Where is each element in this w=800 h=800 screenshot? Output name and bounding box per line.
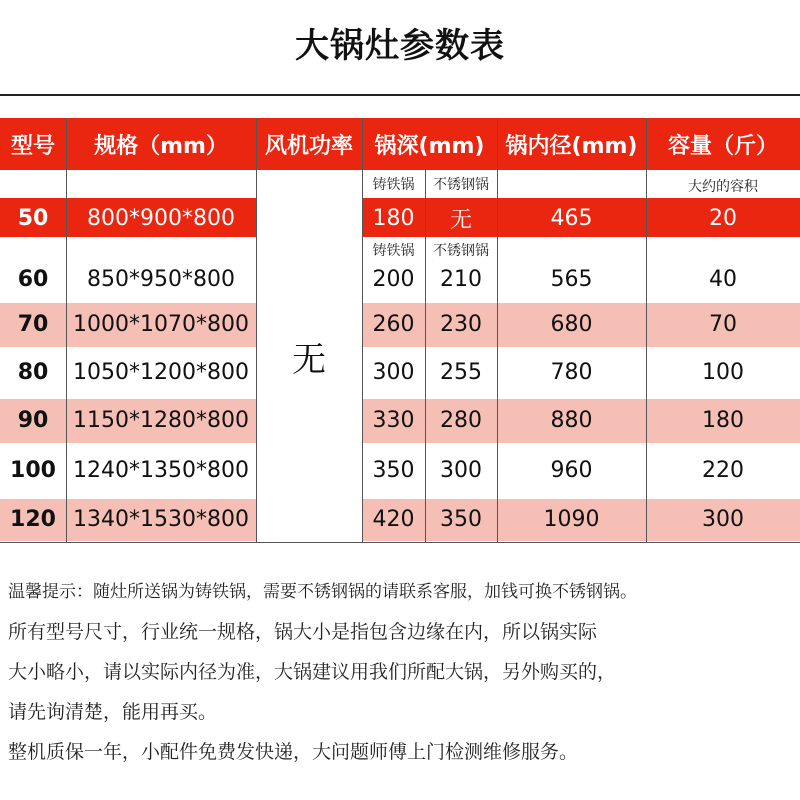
depth-cast-iron-cell: 180	[372, 205, 415, 231]
subheader-capacity: 大约的容积	[688, 179, 758, 195]
column-divider	[425, 170, 426, 542]
spec-cell: 850*950*800	[87, 266, 235, 292]
spec-cell: 800*900*800	[87, 205, 235, 231]
column-divider	[497, 118, 498, 542]
header-cell: 风机功率	[264, 133, 353, 159]
capacity-cell: 70	[709, 311, 737, 337]
model-cell: 100	[10, 457, 56, 483]
inner-diameter-cell: 960	[550, 457, 593, 483]
depth-stainless-cell: 280	[440, 407, 482, 433]
note-line: 请先询清楚，能用再买。	[8, 701, 218, 723]
model-cell: 50	[17, 205, 49, 231]
model-cell: 80	[17, 359, 49, 385]
note-line: 所有型号尺寸，行业统一规格，锅大小是指包含边缘在内，所以锅实际	[8, 621, 598, 643]
depth-stainless-cell: 230	[440, 311, 482, 337]
model-cell: 120	[10, 506, 56, 532]
note-line: 温馨提示：随灶所送锅为铸铁锅，需要不锈钢锅的请联系客服，加钱可换不锈钢锅。	[8, 582, 637, 602]
column-divider	[362, 118, 363, 542]
depth-stainless-cell: 210	[440, 266, 482, 292]
capacity-cell: 40	[709, 266, 737, 292]
column-divider	[66, 118, 67, 542]
inner-diameter-cell: 680	[550, 311, 593, 337]
header-cell: 容量（斤）	[667, 133, 778, 159]
note-line: 整机质保一年，小配件免费发快递，大问题师傅上门检测维修服务。	[8, 741, 579, 763]
notes	[8, 572, 798, 772]
spec-cell: 1050*1200*800	[73, 359, 249, 385]
inner-diameter-cell: 565	[550, 266, 593, 292]
depth-stainless-cell: 300	[440, 457, 482, 483]
page-title: 大锅灶参数表	[295, 26, 505, 66]
depth-cast-iron-cell: 260	[372, 311, 415, 337]
depth-cast-iron-cell: 330	[372, 407, 415, 433]
inner-diameter-cell: 880	[550, 407, 593, 433]
subheader-stainless: 不锈钢锅	[433, 177, 489, 193]
capacity-cell: 300	[702, 506, 744, 532]
depth-cast-iron-cell: 200	[372, 266, 415, 292]
inner-diameter-cell: 465	[550, 205, 593, 231]
depth-stainless-cell: 无	[449, 207, 472, 233]
inner-diameter-cell: 1090	[543, 506, 600, 532]
subheader-stainless: 不锈钢锅	[433, 243, 489, 259]
subheader-cast-iron: 铸铁锅	[372, 243, 415, 259]
depth-cast-iron-cell: 420	[372, 506, 415, 532]
column-divider	[646, 118, 647, 542]
model-cell: 90	[17, 407, 49, 433]
column-divider	[256, 118, 257, 542]
capacity-cell: 220	[702, 457, 744, 483]
spec-cell: 1150*1280*800	[73, 407, 249, 433]
depth-stainless-cell: 350	[440, 506, 482, 532]
fan-power-cell: 无	[256, 170, 362, 542]
spec-cell: 1240*1350*800	[73, 457, 249, 483]
table-bottom-border	[0, 542, 800, 543]
header-cell: 锅内径(mm)	[505, 133, 638, 159]
note-line: 大小略小，请以实际内径为准，大锅建议用我们所配大锅，另外购买的，	[8, 661, 617, 683]
capacity-cell: 180	[702, 407, 744, 433]
capacity-cell: 20	[709, 205, 737, 231]
inner-diameter-cell: 780	[550, 359, 593, 385]
subheader-cast-iron: 铸铁锅	[372, 177, 415, 193]
header-cell: 型号	[10, 133, 55, 159]
capacity-cell: 100	[702, 359, 744, 385]
spec-cell: 1340*1530*800	[73, 506, 249, 532]
spec-cell: 1000*1070*800	[73, 311, 249, 337]
header-cell: 锅深(mm)	[374, 133, 485, 159]
depth-stainless-cell: 255	[440, 359, 482, 385]
title-divider	[0, 94, 800, 96]
header-cell: 规格（mm）	[94, 133, 228, 159]
depth-cast-iron-cell: 350	[372, 457, 415, 483]
depth-cast-iron-cell: 300	[372, 359, 415, 385]
model-cell: 70	[17, 311, 49, 337]
model-cell: 60	[17, 266, 49, 292]
